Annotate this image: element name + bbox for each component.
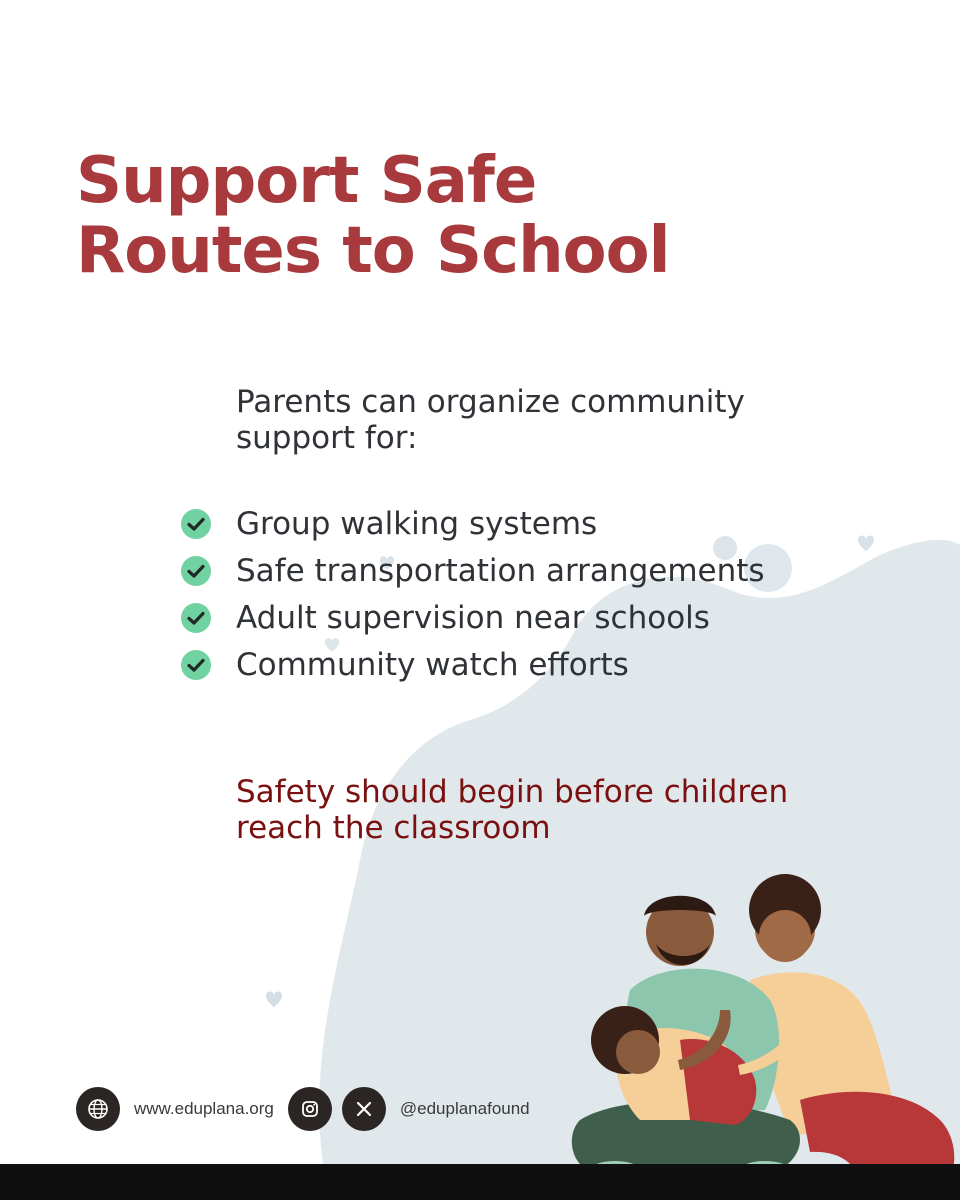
closing-line-1: Safety should begin before children <box>236 774 789 810</box>
title-line-1: Support Safe <box>76 144 537 218</box>
list-item <box>180 594 765 641</box>
heart-icon <box>858 536 874 553</box>
page-title <box>76 146 670 286</box>
intro-line-2: support for: <box>236 420 418 456</box>
title-line-2: Routes to School <box>76 214 670 288</box>
instagram-icon[interactable] <box>288 1087 332 1131</box>
list-item-label: Community watch efforts <box>236 646 629 683</box>
list-item-label: Group walking systems <box>236 505 598 542</box>
closing-message <box>236 774 788 846</box>
bottom-bar <box>0 1164 960 1200</box>
list-item-label: Safe transportation arrangements <box>236 552 765 589</box>
family-illustration <box>560 870 960 1200</box>
list-item-label: Adult supervision near schools <box>236 599 710 636</box>
list-item <box>180 500 765 547</box>
globe-icon[interactable] <box>76 1087 120 1131</box>
intro-line-1: Parents can organize community <box>236 384 745 420</box>
footer <box>76 1085 530 1133</box>
check-circle-icon <box>180 649 212 681</box>
checklist <box>180 500 765 688</box>
check-circle-icon <box>180 555 212 587</box>
check-circle-icon <box>180 602 212 634</box>
intro-text <box>236 384 745 456</box>
closing-line-2: reach the classroom <box>236 810 551 846</box>
list-item <box>180 641 765 688</box>
social-handle[interactable]: @eduplanafound <box>399 1099 530 1118</box>
list-item <box>180 547 765 594</box>
check-circle-icon <box>180 508 212 540</box>
x-icon[interactable] <box>342 1087 386 1131</box>
website-link[interactable]: www.eduplana.org <box>134 1099 274 1118</box>
